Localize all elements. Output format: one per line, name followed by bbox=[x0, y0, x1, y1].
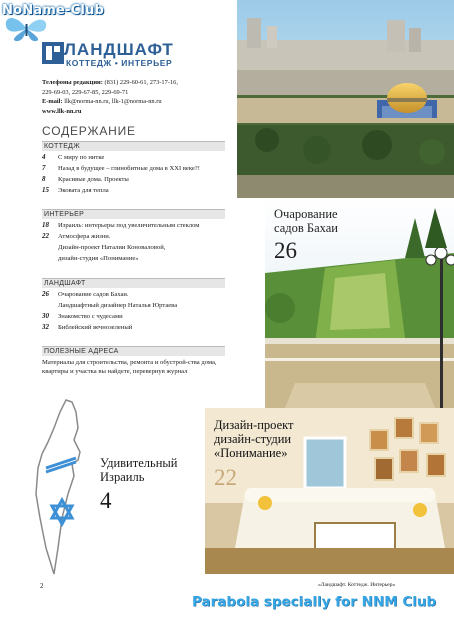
feature-bahai-title[interactable] bbox=[274, 207, 338, 235]
feature-design-title-line-1: Дизайн-проект bbox=[214, 418, 294, 432]
toc-item[interactable] bbox=[42, 153, 242, 162]
toc-page-number: 8 bbox=[42, 175, 46, 183]
feature-bahai-title-line-1: Очарование bbox=[274, 207, 338, 221]
toc-item-subtitle: Ландшафтный дизайнер Наталья Юртаева bbox=[58, 302, 178, 309]
feature-israel-page: 4 bbox=[100, 488, 112, 513]
toc-item[interactable] bbox=[42, 164, 242, 173]
footer-credit: «Ландшафт. Коттедж. Интерьер» bbox=[318, 582, 396, 588]
logo-title: ЛАНДШАФТ bbox=[64, 40, 174, 59]
toc-item-title: Атмосфера жизни. bbox=[58, 233, 111, 240]
phones-line-1: (831) 229-60-61, 273-17-16, bbox=[104, 79, 178, 86]
toc-page-number: 4 bbox=[42, 153, 46, 161]
feature-bahai-title-line-2: садов Бахаи bbox=[274, 221, 338, 235]
feature-design-title-line-3: «Понимание» bbox=[214, 446, 288, 460]
jerusalem-photo bbox=[237, 0, 454, 198]
section-header-addresses: ПОЛЕЗНЫЕ АДРЕСА bbox=[42, 346, 225, 356]
toc-page-number: 7 bbox=[42, 164, 46, 172]
toc-item[interactable] bbox=[42, 186, 242, 195]
toc-item[interactable] bbox=[42, 312, 242, 321]
toc-item[interactable] bbox=[42, 290, 242, 299]
phones-label: Телефоны редакции: bbox=[42, 79, 103, 86]
toc-item-title: Библейский вечнозеленый bbox=[58, 324, 133, 331]
addresses-paragraph: Материалы для строительства, ремонта и обустрой-ства дома, квартиры и участка вы найдете, перевернув журнал bbox=[42, 359, 217, 375]
toc-item-subtitle: Дизайн-проект Наталии Коноваловой, bbox=[58, 244, 166, 251]
watermark-text: NoName-Club bbox=[2, 3, 104, 18]
toc-item-title: С миру по нитке bbox=[58, 154, 105, 161]
toc-item-title: Израиль: интерьеры под увеличительным стеклом bbox=[58, 222, 200, 229]
section-header-interior: ИНТЕРЬЕР bbox=[42, 209, 225, 219]
toc-item[interactable] bbox=[42, 175, 242, 184]
toc-page-number: 22 bbox=[42, 232, 49, 240]
page-number: 2 bbox=[40, 582, 44, 590]
toc-item[interactable] bbox=[42, 221, 242, 230]
toc-page-number: 30 bbox=[42, 312, 49, 320]
toc-item-title: Эковата для тепла bbox=[58, 187, 109, 194]
toc-item[interactable] bbox=[42, 323, 242, 332]
toc-item-title: Очарование садов Бахаи. bbox=[58, 291, 129, 298]
email-label: E-mail: bbox=[42, 98, 63, 106]
phones-line-2: 229-69-03, 229-67-85, 229-69-71 bbox=[42, 88, 129, 96]
butterfly-icon bbox=[2, 12, 52, 42]
contacts-block bbox=[42, 78, 242, 116]
feature-design-page: 22 bbox=[214, 465, 237, 490]
toc-item-title: Знакомство с чудесами bbox=[58, 313, 123, 320]
feature-israel-title[interactable] bbox=[100, 456, 177, 484]
toc-page-number: 18 bbox=[42, 221, 49, 229]
feature-design-title-line-2: дизайн-студии bbox=[214, 432, 292, 446]
toc-item-title: Красивые дома. Проекты bbox=[58, 176, 129, 183]
toc-page-number: 15 bbox=[42, 186, 49, 194]
website-link[interactable]: www.llk-nn.ru bbox=[42, 107, 82, 115]
toc-page-number: 26 bbox=[42, 290, 49, 298]
toc-title: СОДЕРЖАНИЕ bbox=[42, 124, 136, 138]
israel-map-icon bbox=[32, 398, 94, 576]
logo-subtitle: КОТТЕДЖ • ИНТЕРЬЕР bbox=[66, 58, 173, 68]
toc-page-number: 32 bbox=[42, 323, 49, 331]
section-header-cottage: КОТТЕДЖ bbox=[42, 141, 225, 151]
email-value[interactable]: llk@norma-nn.ru, llk-1@norma-nn.ru bbox=[64, 98, 162, 106]
toc-item-title: Назад в будущее – глинобитные дома в XXI веке?! bbox=[58, 165, 200, 172]
feature-bahai-page: 26 bbox=[274, 238, 297, 263]
logo-mark-icon bbox=[42, 42, 64, 64]
feature-israel-title-line-1: Удивительный bbox=[100, 456, 178, 470]
toc-item-subtitle: дизайн-студия «Понимание» bbox=[58, 255, 139, 262]
feature-israel-title-line-2: Израиль bbox=[100, 470, 145, 484]
toc-item[interactable] bbox=[42, 232, 242, 241]
release-banner: Parabola specially for NNM Club bbox=[192, 594, 437, 610]
section-header-landscape: ЛАНДШАФТ bbox=[42, 278, 225, 288]
feature-design-title[interactable] bbox=[214, 418, 294, 460]
